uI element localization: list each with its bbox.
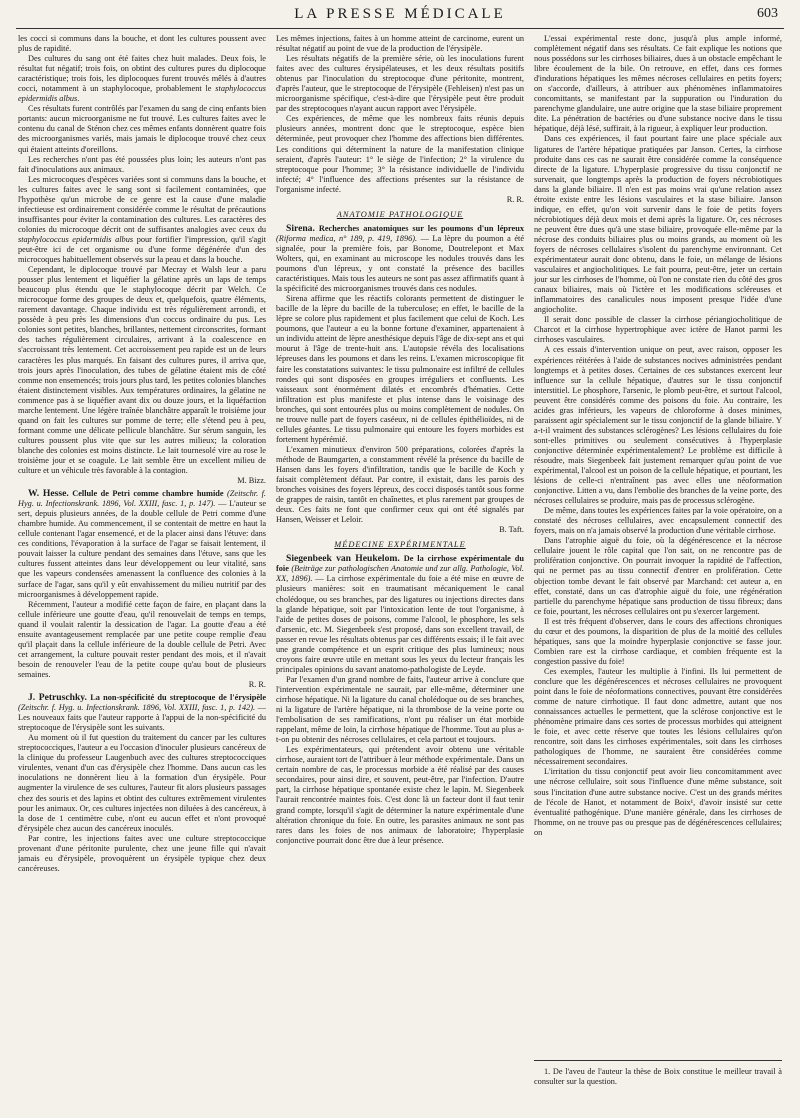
abstract-title: La non-spécificité du streptocoque de l'érysipèle	[90, 693, 266, 703]
paragraph: Ces expériences, de même que les nombreux faits réunis depuis plusieurs années, montrent donc que le streptocoque, espèce bien déterminée, peut provoquer chez l'homme des affections bien différentes. Les conditions qui déterminent la nature de la manifestation clinique seraient, d'après l'auteur: 1° le siège de l'infection; 2° la virulence du streptocoque pour l'homme; 3° la résistance individuelle de l'individu infecté; 4° l'influence des affections présentes sur la résistance de l'organisme infecté.	[276, 114, 524, 194]
page-header	[16, 4, 784, 30]
paragraph: Il est très fréquent d'observer, dans le cours des affections chroniques du cœur et des poumons, la disparition de plus de la moitié des cellules hépatiques, sans que la moindre hyperplasie conjonctive se fasse jour. Combien rare est la cirrhose cardiaque, et combien fréquente est la congestion passive du foie!	[534, 616, 782, 666]
paragraph: Il serait donc possible de classer la cirrhose périangiocholitique de Charcot et la cirrhose hypertrophique avec ictère de Hanot parmi les cirrhoses vasculaires.	[534, 315, 782, 345]
paragraph: L'examen minutieux d'environ 500 préparations, colorées d'après la méthode de Baumgarten, a constamment révélé la présence du bacille de Hansen dans les foyers d'infiltration, tandis que le bacille de Koch y faisait complètement défaut. Par contre, il existait, dans les parois des bronches voisines des foyers lépreux, des cocci disposés tantôt sous forme de grappes de raisin, tantôt en chaînettes, et plus rarement par groupes de deux. Ces faits ne font que confirmer ceux qui ont été signalés par Hansen, Weisser et Leloir.	[276, 444, 524, 525]
author: W. Hesse.	[28, 488, 69, 500]
paragraph: L'essai expérimental reste donc, jusqu'à plus ample informé, complètement négatif dans ses résultats. Ce fait explique les notions que nous possédons sur les cirrhoses biliaires, dues à un obstacle empêchant le libre écoulement de la bile. On retrouve, en effet, dans ces formes d'indurations hépatiques les mêmes nécroses cellulaires en petits foyers; on s'accorde, d'ailleurs, à attribuer aux phénomènes inflammatoires concomittants, se manifestant par la suppuration ou l'induration du parenchyme glandulaire, une autre origine que la stase biliaire proprement dite. La pénétration de bactéries ou d'une substance nocive dans le tissu hépatique, déjà lésé, suffirait, à la rigueur, à expliquer leur production.	[534, 34, 782, 134]
paragraph: Dans ces expériences, il faut pourtant faire une place spéciale aux ligatures de l'artère hépatique pratiquées par Janson. Certes, la cirrhose produite dans ces cas ne saurait être considérée comme la conséquence directe de la ligature. L'hyperplasie progressive du tissu conjonctif ne survenait, que longtemps après la production de foyers nécrobiotiques dans la glande biliaire. Il n'en est pas moins vrai qu'une relation assez étroite existe entre les lésions vasculaires et la stase biliaire. Janson indique, en effet, qu'on voit survenir dans le foie de petits foyers nécrobiotiques déjà deux mois et demi après la ligature. Or, ces nécroses ne peuvent être dues qu'à une stase biliaire, provoquée elle-même par la nécrose des conduits biliaires plus ou moins grands, au moment où les foyers de nécroses cellulaires s'isolent du parenchyme environnant. Cet expérimentateur aurait donc obtenu, dans le foie, un mélange de lésions vasculaires et angiocholitiques. Le fait pourra, peut-être, jeter un certain jour sur les cirrhoses de l'homme, où l'on ne constate rien du côté des gros canaux biliaires, mais où l'ictère et les modifications scléreuses et inflammatoires des canalicules nous imposent presque l'idée d'une angiocholite.	[534, 134, 782, 315]
abstract-siegenbeek: Siegenbeek van Heukelom. De la cirrhose expérimentale du foie (Beiträge zur pathologischen Anatomie und zur allg. Pathologie, Vol. XX, 1896). — La cirrhose expérimentale du foie a été mise en œuvre de plusieurs manières: soit en traumatisant mécaniquement le canal cholédoque, ou ses branches, par des ligatures ou injections directes dans la glande hépatique, soit par l'intoxication lente de tout l'organisme, à l'aide de petites doses de poisons, comme l'alcool, le phosphore, les sels d'arsenic, etc. M. Siegenbeek s'est proposé, dans son excellent travail, de passer en revue les résultats obtenus par ces différents essais; il le fait avec une grande compétence et un esprit critique des plus lumineux; nous croyons faire œuvre utile en mettant sous les yeux du lecteur français les principales opinions du savant anatomo-pathologiste de Leyde.	[276, 553, 524, 674]
column-1	[18, 34, 266, 1114]
header-rule	[16, 28, 784, 29]
paragraph: Les microcoques d'espèces variées sont si communs dans la bouche, et les cultures faites avec le sang sont si facilement contaminées, que l'hypothèse qu'un microbe de ce genre est la cause d'une maladie infectieuse est ordinairement considérée comme le résultat de précautions insuffisantes pour éviter la contamination des cultures. Les caractères des colonies du microcoque décrit ont de suffisantes analogies avec ceux du staphylococcus epidermidis albus pour fortifier l'impression, qu'il s'agit peut-être ici de cet organisme ou d'une forme dégénérée d'un des microcoques habituellement observés sur la peau et dans la bouche.	[18, 174, 266, 265]
reference: (Zeitschr. f. Hyg. u. Infectionskrank. 1896, Vol. XXIII, fasc. 1, p. 142).	[18, 703, 256, 713]
journal-title: LA PRESSE MÉDICALE	[294, 6, 506, 22]
paragraph: A ces essais d'intervention unique on peut, avec raison, opposer les expériences réitérées à l'aide de substances nocives administrées pendant longtemps et à petites doses. Certaines de ces substances exercent leur influence sur la cellule hépatique, d'autres sur le tissu conjonctif interstitiel. Le phosphore, l'arsenic, le plomb peut-être, et surtout l'alcool, peuvent être considérés comme des poisons du foie. Au contraire, les acides gras inférieurs, les vapeurs de chloroforme à doses minimes, paraissent agir spécialement sur le tissu conjonctif de la glande biliaire. Y a-t-il vraiment des substances sclérogènes? Les lésions cellulaires du foie sont-elles primitives ou seulement consécutives à l'hyperplasie conjonctive déterminée expérimentalement? Le problème est difficile à résoudre, mais Siegenbeek fait justement remarquer qu'au point de vue expérimental, l'alcool est un poison de la cellule hépatique, et pourtant, les lésions de celle-ci n'entraînent pas avec elles une néoformation conjonctive. Litten a vu, dans l'embolie des branches de la veine porte, des nécroses cellulaires se produire, mais pas de processus sclérogène.	[534, 345, 782, 506]
section-heading: ANATOMIE PATHOLOGIQUE	[336, 209, 464, 219]
paragraph: Par l'examen d'un grand nombre de faits, l'auteur arrive à conclure que l'intervention expérimentale ne saurait, par elle-même, déterminer une cirrhose hépatique. Ni la ligature du canal cholédoque ou de ses branches, ni la ligature de l'artère hépatique, ni la thrombose de la veine porte ou l'embolisation de ses ramifications, n'ont pu réaliser un état morbide rappelant, même de loin, la cirrhose hépatique de l'homme. Tout au plus a-t-on pu obtenir des nécroses cellulaires, et cela partout et toujours.	[276, 674, 524, 745]
abstract-sirena: Sirena. Recherches anatomiques sur les poumons d'un lépreux (Riforma medica, n° 189, p. 419, 1896). — La lèpre du poumon a été signalée, pour la première fois, par Bonome, Doutrelepont et Max Wolters, qui, en examinant au microscope les nodules trouvés dans les poumons d'un lépreux, y ont constaté la présence des bacilles caractéristiques. Mais tous les auteurs ne sont pas assez affirmatifs quant à la spécificité des microorganismes trouvés dans ces nodules.	[276, 222, 524, 294]
author: Siegenbeek van Heukelom.	[286, 553, 400, 565]
signature: B. Taft.	[499, 525, 524, 535]
footnote	[534, 1060, 782, 1087]
page-number: 603	[757, 6, 778, 21]
paragraph: Les expérimentateurs, qui prétendent avoir obtenu une véritable cirrhose, auraient tort de l'attribuer à leur méthode expérimentale. Dans un certain nombre de cas, le processus morbide a été réalisé par des causes secondaires, pour ainsi dire, et souvent, peut-être, par l'infection. D'autre part, la cirrhose hépatique spontanée existe chez le lapin. M. Siegenbeek l'aurait rencontrée maintes fois. C'est donc là un facteur dont il faut tenir grand compte, lorsqu'il s'agit de déterminer la nature expérimentale d'une altération chronique du foie. En outre, les parasites animaux ne sont pas rares dans les foies de nos animaux de laboratoire; l'hyperplasie conjonctive pourrait donc être due à leur présence.	[276, 745, 524, 845]
reference: (Riforma medica, n° 189, p. 419, 1896).	[276, 233, 418, 243]
reference: (Zeitschr. f. Hyg. u. Infectionskrank. 1896, Vol. XXIII, fasc. 1, p. 147).	[18, 489, 266, 509]
column-2	[276, 34, 524, 1114]
signature: M. Bizz.	[237, 476, 266, 486]
paragraph: Cependant, le diplocoque trouvé par Mecray et Walsh leur a paru pousser plus lentement et liquéfier la gélatine après un laps de temps beaucoup plus étendu que le staphylocoque décrit par Welch. Ce microcoque forme des groupes de deux et, quelquefois, quatre éléments, rarement davantage. Chaque individu est très régulièrement arrondi, et possède à peu près les dimensions d'un coccus ordinaire du pus. Les colonies sont petites, blanches, brillantes, nettement circonscrites, formant des taches régulièrement circulaires, arrivant à la coalescence en s'accroissant très lentement. Cet accroissement peu rapide est un de leurs caractères les plus marqués. En faisant des cultures pures, il arriva que, trois jours après l'inoculation, des tubes de gélatine étaient mis de côté comme non ensemencés; trois jours plus tard, les petites colonies blanches étaient distinctement visibles. Aux températures ordinaires, la gélatine ne commence pas à se liquéfier avant dix ou douze jours, et la liquéfaction marche lentement. Une légère traînée blanchâtre apparaît le troisième jour quand on fait les cultures sur pomme de terre; elle s'étend peu à peu, formant comme une délicate pellicule blanchâtre. Sur sérum sanguin, les cultures poussent plus vite que sur les autres milieux; la coloration blanche des colonies est moins distincte. Le lait tournesolé vire au rose le troisième jour et se coagule. Le lait semble être un excellent milieu de culture et un véhicule très favorable à la contagion.	[18, 265, 266, 476]
paragraph: Des cultures du sang ont été faites chez huit malades. Deux fois, le résultat fut négatif; trois fois, on obtint des cultures pures du diplocoque caractéristique; trois fois, les diplocoques furent trouvés mêlés à d'autres cocci, notamment à un staphylocoque, probablement le staphylococcus epidermidis albus.	[18, 54, 266, 104]
abstract-title: Recherches anatomiques sur les poumons d'un lépreux	[318, 223, 524, 233]
paragraph: Les recherches n'ont pas été poussées plus loin; les auteurs n'ont pas fait d'inoculations aux animaux.	[18, 154, 266, 174]
abstract-title: De la cirrhose expérimentale du foie	[276, 554, 524, 574]
paragraph: Ces résultats furent contrôlés par l'examen du sang de cinq enfants bien portants: aucun microorganisme ne fut trouvé. Les cultures faites avec le contenu du canal de Sténon chez ces mêmes enfants donnèrent quatre fois des microorganismes variés, mais jamais le diplocoque trouvé chez ceux qui étaient atteints d'oreillons.	[18, 104, 266, 154]
abstract-title: Cellule de Petri comme chambre humide	[72, 489, 224, 499]
footnote-text: 1. De l'aveu de l'auteur la thèse de Boix constitue le meilleur travail à consulter sur la question.	[534, 1067, 782, 1086]
paragraph: Par contre, les injections faites avec une culture streptococcique provenant d'une péritonite purulente, chez une jeune fille qui n'avait jamais eu d'érysipèle, provoquèrent un érysipèle typique chez deux cancéreuses.	[18, 833, 266, 873]
abstract-hesse: W. Hesse. Cellule de Petri comme chambre humide (Zeitschr. f. Hyg. u. Infectionskrank. 1896, Vol. XXIII, fasc. 1, p. 147). — L'auteur se sert, depuis plusieurs années, de la double cellule de Petri comme d'une chambre humide. Au commencement, il se contentait de mettre en haut la cellule contenant l'agar ensemencé, et de la placer ainsi dans l'étuve: dans ces conditions, l'évaporation à la surface de l'agar se faisait lentement, il pouvait laisser la culture pendant des semaines dans l'étuve, sans que les cultures fussent atteintes dans leur développement ou leur vitalité, sans que les vapeurs condensées amenassent la confluence des colonies à la surface de l'agar, sans qu'il y eût envahissement du milieu nutritif par des microorganismes à développement rapide.	[18, 488, 266, 599]
section-heading: MÉDECINE EXPÉRIMENTALE	[334, 540, 466, 550]
paragraph: Dans l'atrophie aiguë du foie, où la dégénérescence et la nécrose cellulaire jouent le rôle capital que l'on sait, on ne rencontre pas de prolifération conjonctive. On pourrait invoquer la rapidité de l'affection, qui ne permet pas au tissu connectif d'entrer en prolifération. Cette objection tombe devant le fait observé par Marchand: cet auteur a, en effet, constaté, dans un cas d'atrophie aiguë du foie, une régénération partielle du parenchyme hépatique sans production de tissu fibreux; dans ce foie, pourtant, les nécroses cellulaires ont pu s'exercer largement.	[534, 536, 782, 616]
paragraph: Récemment, l'auteur a modifié cette façon de faire, en plaçant dans la cellule inférieure une goutte d'eau, qu'il renouvelait de temps en temps, quand il voulait ralentir la dessication de l'agar. La goutte d'eau a été ensuite avantageusement remplacée par une petite coupe remplie d'eau qu'il plaçait dans la cellule inférieure de la double cellule de Petri. Avec cet arrangement, la culture pouvait rester pendant des mois, et il n'avait besoin de renouveler l'eau de la petite coupe qu'au bout de plusieurs semaines.	[18, 599, 266, 679]
author: Sirena.	[286, 222, 315, 234]
reference: (Beiträge zur pathologischen Anatomie und zur allg. Pathologie, Vol. XX, 1896).	[276, 564, 524, 584]
paragraph: les cocci si communs dans la bouche, et dont les cultures poussent avec plus de rapidité.	[18, 34, 266, 54]
signature: R. R.	[506, 194, 524, 204]
author: J. Petruschky.	[28, 692, 87, 704]
paragraph: De même, dans toutes les expériences faites par la voie opératoire, on a constaté des nécroses cellulaires, avec encapsulement connectif des foyers, mais on n'a jamais observé la production d'une véritable cirrhose.	[534, 506, 782, 536]
paragraph: Les résultats négatifs de la première série, où les inoculations furent faites avec des cultures érysipélateuses, et les deux résultats positifs obtenus par l'inoculation du streptocoque d'une péritonite, montrent, d'après l'auteur, que le streptocoque de l'érysipèle (Fehleisen) n'est pas un microorganisme spécifique, c'est-à-dire que l'érysipèle peut être produit par des streptocoques n'ayant aucun rapport avec l'érysipèle.	[276, 54, 524, 114]
signature: R. R.	[248, 680, 266, 689]
column-3	[534, 34, 782, 1054]
paragraph: Ces exemples, l'auteur les multiplie à l'infini. Ils lui permettent de conclure que les dégénérescences et nécroses cellulaires ne provoquent point dans le foie de néoformations connectives, pouvant être considérées comme de nature cirrhotique. Il faut donc admettre, autant que nos connaissances actuelles le permettent, que la sclérose conjonctive est le phénomène primaire dans ces sortes de processus morbides qui atteignent le foie, et avec cette réserve que toutes les lésions cellulaires qu'on rencontre, soit dans les cirrhoses expérimentales, soit dans les cirrhoses pathologiques de l'homme, ne sauraient être considérées comme nécessairement secondaires.	[534, 666, 782, 767]
abstract-petruschky: J. Petruschky. La non-spécificité du streptocoque de l'érysipèle (Zeitschr. f. Hyg. u. Infectionskrank. 1896, Vol. XXIII, fasc. 1, p. 142). — Les nouveaux faits que l'auteur rapporte à l'appui de la non-spécificité du streptocoque de l'érysipèle sont les suivants.	[18, 692, 266, 733]
paragraph: Sirena affirme que les réactifs colorants permettent de distinguer le bacille de la lèpre du bacille de la tuberculose; en effet, le bacille de la lèpre se colore plus rapidement et plus facilement que celui de Koch. Les poumons, que l'auteur a eu la bonne fortune d'examiner, appartenaient à un individu atteint de lèpre anesthésique depuis l'âge de dix-sept ans et qui mourut à l'âge de trente-huit ans. L'autopsie révéla des localisations lépreuses dans les poumons et dans les reins. L'examen microscopique fit faire les constatations suivantes: le tissu pulmonaire est infiltré de cellules rondes qui sont disposées en groupes irréguliers et confluents. Les vaisseaux sont énormément dilatés et encombrés d'hématies. Cette infiltration est plus manifeste et plus intense dans le voisinage des bronches, qui sont entourées plus ou moins complètement de nodules. On ne trouve nulle part de foyers caséeux, ni de cellules épithélioïdes, ni de cellules géantes. Le tissu pulmonaire qui entoure les foyers morbides est fortement hypérémié.	[276, 294, 524, 444]
paragraph: Au moment où il fut question du traitement du cancer par les cultures streptococciques, l'auteur a eu l'occasion d'inoculer plusieurs cancéreux de la clinique du professeur Laugenbuch avec des cultures streptococciques virulentes, venant d'un cas d'érysipèle chez l'homme. Dans aucun cas les inoculations ne donnèrent lieu à la formation d'un érysipèle. Pour augmenter la virulence de ses cultures, l'auteur fit alors plusieurs passages chez des souris et des lapins et obtint des cultures extrêmement virulentes pour les animaux. Or, ces cultures injectées non diluées à des cancéreux, à la dose de 1 centimètre cube, n'ont eu aucun effet et n'ont provoqué d'érysipèle chez aucun des cancéreux inoculés.	[18, 733, 266, 833]
paragraph: L'irritation du tissu conjonctif peut avoir lieu concomitamment avec une nécrose cellulaire, soit sous l'influence d'une même substance, soit sous l'incitation d'une autre substance nocive. C'est un des grands mérites de l'école de Hanot, et notamment de Boix¹, d'avoir insisté sur cette éventualité pathogénique. D'une manière générale, dans les cirrhoses de l'homme, on ne trouve pas ou presque pas de dégénérescences cellulaires; on	[534, 767, 782, 837]
paragraph: Les mêmes injections, faites à un homme atteint de carcinome, eurent un résultat négatif au point de vue de la production de l'érysipèle.	[276, 34, 524, 54]
